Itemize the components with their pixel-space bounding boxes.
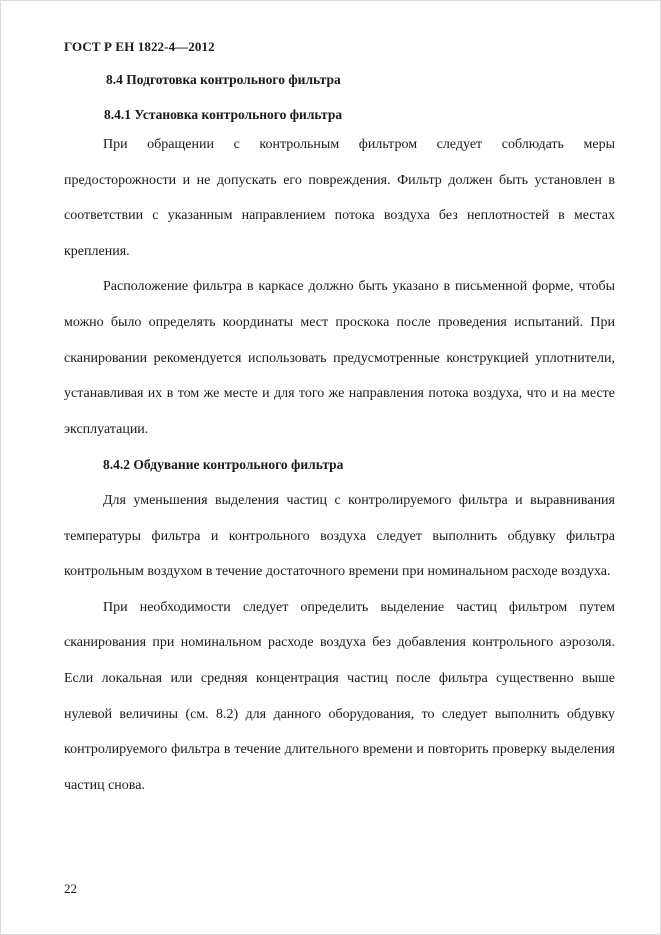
document-header: ГОСТ Р ЕН 1822-4—2012 [64,39,215,54]
paragraph: При обращении с контрольным фильтром следует соблюдать меры предосторожности и не допускать его повреждения. Фильтр должен быть установлен в соответствии с указанным направлением потока воздуха без неплотностей в местах крепления. [64,137,615,259]
page-number: 22 [64,881,77,896]
section-title: 8.4 Подготовка контрольного фильтра [106,72,341,87]
paragraph: При необходимости следует определить выделение частиц фильтром путем сканирования при номинальном расходе воздуха без добавления контрольного аэрозоля. Если локальная или средняя концентрация частиц после фильтра существенно выше нулевой величины (см. 8.2) для данного оборудования, то следует выполнить обдувку контролируемого фильтра в течение длительного времени и повторить проверку выделения частиц снова. [64,599,615,793]
paragraph: Расположение фильтра в каркасе должно быть указано в письменной форме, чтобы можно было определять координаты мест проскока после проведения испытаний. При сканировании рекомендуется использовать предусмотренные конструкцией уплотнители, устанавливая их в том же месте и для того же направления потока воздуха, что и на месте эксплуатации. [64,279,615,437]
subsection-title-8-4-2: 8.4.2 Обдувание контрольного фильтра [103,457,344,473]
subsection-title-8-4-1: 8.4.1 Установка контрольного фильтра [104,107,343,122]
document-content [64,67,615,803]
paragraph: Для уменьшения выделения частиц с контролируемого фильтра и выравнивания температуры фильтра и контрольного воздуха следует выполнить обдувку фильтра контрольным воздухом в течение достаточного времени при номинальном расходе воздуха. [64,492,615,580]
